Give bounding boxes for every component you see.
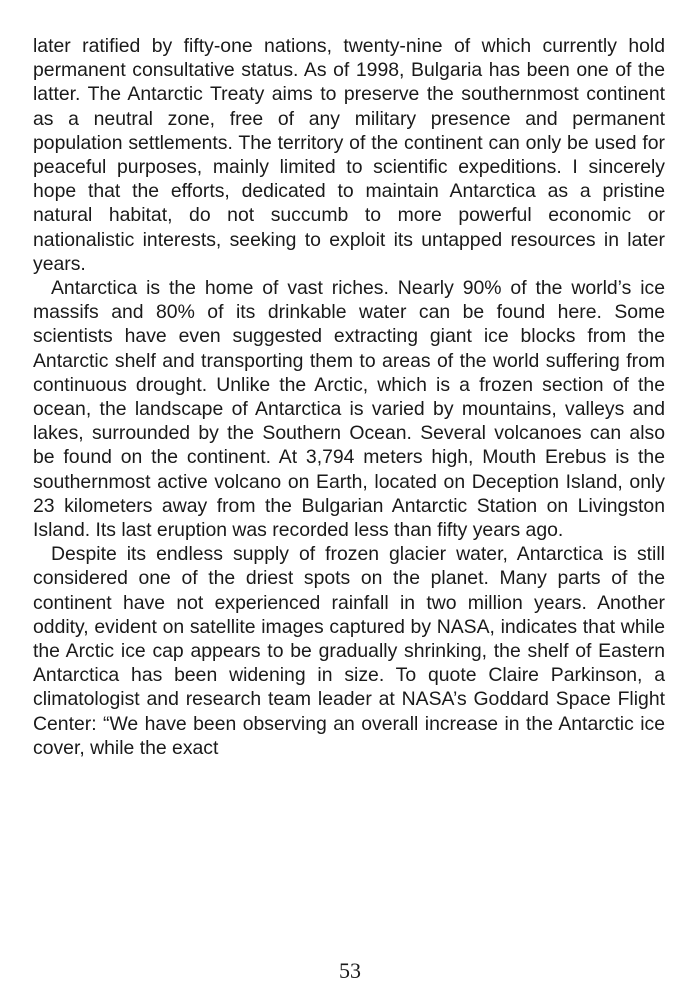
page-body: [33, 34, 665, 760]
paragraph-3: Despite its endless supply of frozen glacier water, Antarctica is still considered one of the driest spots on the planet. Many parts of the continent have not experienced rainfall in two million years. Another oddity, evident on satellite images captured by NASA, indicates that while the Arctic ice cap appears to be gradually shrinking, the shelf of Eastern Antarctica has been widening in size. To quote Claire Parkinson, a climatologist and research team leader at NASA’s Goddard Space Flight Center: “We have been observing an overall increase in the Antarctic ice cover, while the exact: [33, 543, 665, 759]
paragraph-2: Antarctica is the home of vast riches. Nearly 90% of the world’s ice massifs and 80% of its drinkable water can be found here. Some scientists have even suggested extracting giant ice blocks from the Antarctic shelf and transporting them to areas of the world suffering from continuous drought. Unlike the Arctic, which is a frozen section of the ocean, the landscape of Antarctica is varied by mountains, valleys and lakes, surrounded by the Southern Ocean. Several volcanoes can also be found on the continent. At 3,794 meters high, Mouth Erebus is the southernmost active volcano on Earth, located on Deception Island, only 23 kilometers away from the Bulgarian Antarctic Station on Livingston Island. Its last eruption was recorded less than fifty years ago.: [33, 277, 665, 542]
paragraph-1: later ratified by fifty-one nations, twenty-nine of which currently hold permanent consultative status. As of 1998, Bulgaria has been one of the latter. The Antarctic Treaty aims to preserve the southernmost continent as a neutral zone, free of any military presence and permanent population settlements. The territory of the continent can only be used for peaceful purposes, mainly limited to scientific expeditions. I sincerely hope that the efforts, dedicated to maintain Antarctica as a pristine natural habitat, do not succumb to more powerful economic or nationalistic interests, seeking to exploit its untapped resources in later years.: [33, 35, 665, 275]
page-number: 53: [339, 958, 361, 983]
